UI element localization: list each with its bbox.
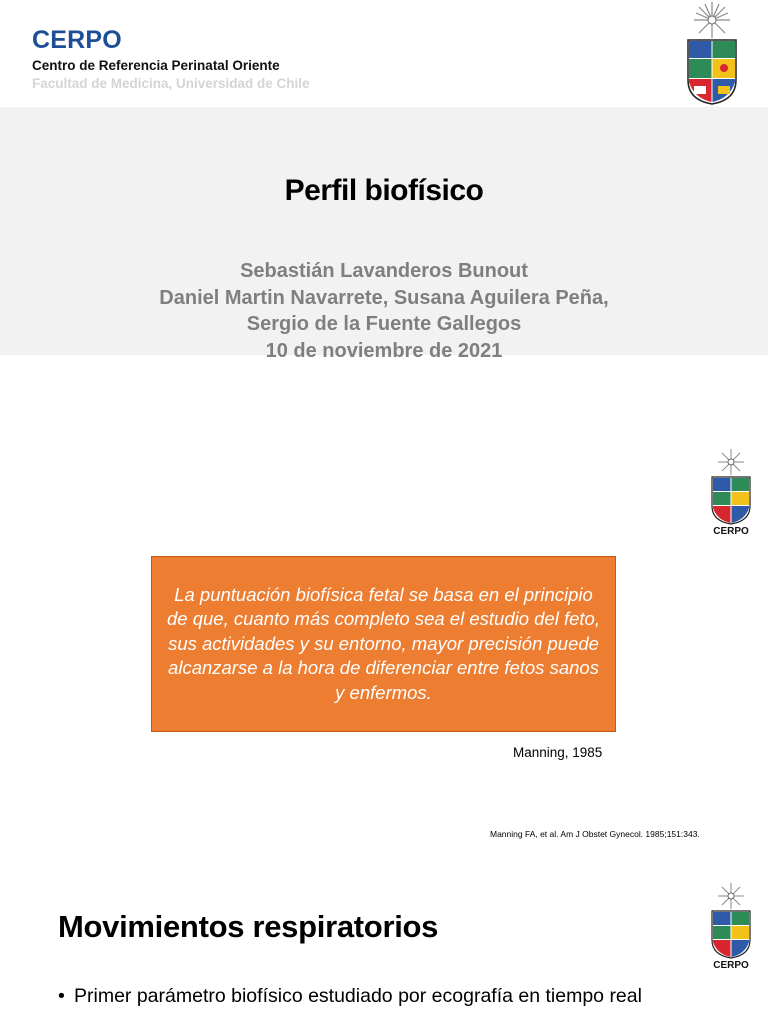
bullet-icon: •	[58, 985, 65, 1007]
quote-box	[151, 556, 616, 732]
slide-title: Perfil biofísico	[284, 174, 484, 207]
quote-attribution: Manning, 1985	[513, 745, 603, 760]
brand-subtitle: Centro de Referencia Perinatal Oriente	[32, 58, 280, 73]
bullet-text: Primer parámetro biofísico estudiado por ecografía en tiempo real	[74, 985, 642, 1007]
cerpo-logo	[707, 448, 755, 537]
brand-title: CERPO	[32, 26, 122, 54]
cerpo-logo	[707, 882, 755, 971]
institution-name: Facultad de Medicina, Universidad de Chile	[32, 76, 310, 91]
logo-caption: CERPO	[713, 526, 749, 537]
presentation-date: 10 de noviembre de 2021	[265, 339, 503, 362]
section-title: Movimientos respiratorios	[58, 909, 439, 944]
citation-reference: Manning FA, et al. Am J Obstet Gynecol. 1985;151:343.	[490, 829, 700, 839]
author-line: Daniel Martin Navarrete, Susana Aguilera Peña,	[159, 286, 609, 309]
author-line: Sebastián Lavanderos Bunout	[240, 260, 528, 282]
bullet-item	[58, 984, 698, 1009]
author-line: Sergio de la Fuente Gallegos	[246, 313, 522, 335]
logo-caption: CERPO	[713, 960, 749, 971]
authors-block	[0, 258, 768, 364]
university-shield-logo	[684, 0, 740, 106]
quote-text: La puntuación biofísica fetal se basa en el principio de que, cuanto más completo sea el estudio del feto, sus actividades y su entorno, mayor precisión puede alcanzarse a la hora de diferenciar entre fetos sanos y enfermos.	[167, 583, 600, 703]
